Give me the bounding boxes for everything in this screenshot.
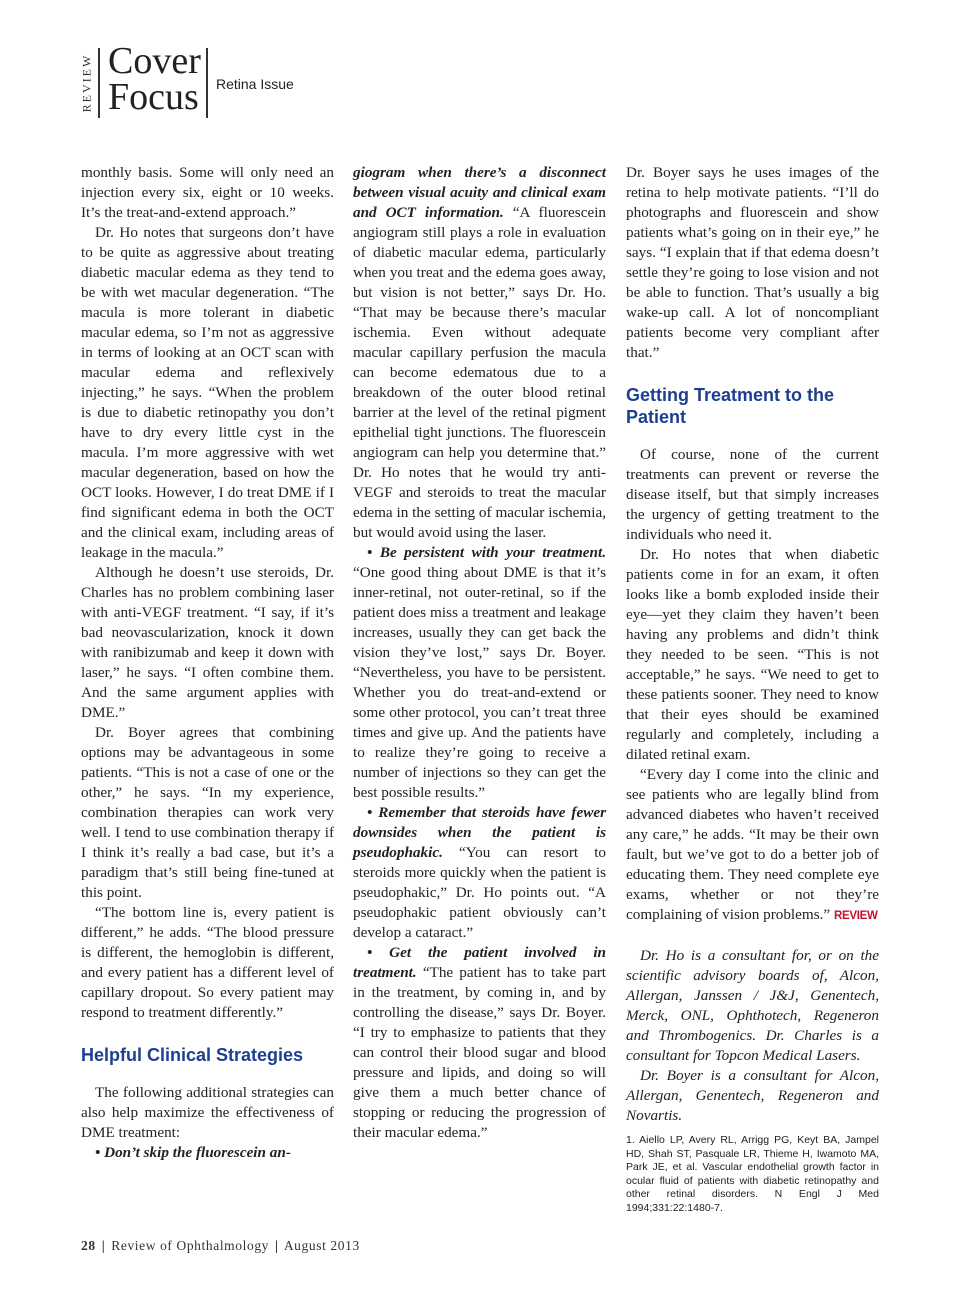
publication-name: Review of Ophthalmology — [111, 1238, 270, 1253]
bullet-lead: giogram when there’s a disconnect between visual acuity and clinical exam and OCT information. — [353, 164, 606, 221]
paragraph: The following additional strategies can also help maximize the effectiveness of DME treatment: — [81, 1084, 334, 1141]
bullet-lead: • Remember that steroids have fewer downsides when the patient is pseudophakic. — [353, 804, 606, 861]
section-title-line1: Cover — [108, 40, 201, 82]
author-disclosures — [626, 946, 879, 1126]
bullet-item — [353, 943, 606, 1143]
paragraph: Dr. Boyer says he uses images of the retina to help motivate patients. “I’ll do photographs and fluorescein and show patients what’s going on in their eye,” he says. “I explain that if that edema doesn’t settle they’re going to lose vision and not be able to function. That’s usually a big wake-up call. A lot of noncompliant patients become very compliant after that.” — [626, 164, 879, 361]
bullet-item — [353, 163, 606, 543]
disclosure-paragraph: Dr. Boyer is a consultant for Alcon, Allergan, Genentech, Regeneron and Novartis. — [626, 1067, 879, 1124]
end-mark: REVIEW — [833, 910, 878, 922]
bullet-body: “One good thing about DME is that it’s inner-retinal, not outer-retinal, so if the patient does miss a treatment and leakage increases, usually they can get back the vision they’ve lost,” says Dr. Boyer. “Nevertheless, you have to be persistent. Whether you do treat-and-extend or some other protocol, you can’t treat three times and give up. And the patients have to realize they’re going to receive a number of injections so they can get the best possible results.” — [353, 564, 606, 801]
bullet-lead: • Get the patient involved in treatment. — [353, 944, 606, 981]
paragraph: Of course, none of the current treatments can prevent or reverse the disease itself, but that simply increases the urgency of getting treatment to the individuals who need it. — [626, 446, 879, 543]
article-column-3 — [626, 163, 879, 1215]
paragraph: Dr. Ho notes that surgeons don’t have to be quite as aggressive about treating diabetic macular edema as they tend to be with wet macular degeneration. “The macula is more tolerant in diabetic macular edema, so I’m not as aggressive in terms of looking at an OCT scan with macular edema and reflexively injecting,” he says. “When the problem is due to diabetic retinopathy you don’t have to dry every little cyst in the macula. I’m more aggressive with wet macular degeneration, based on how the OCT looks. However, I do treat DME if I find significant edema in both the OCT and the clinical exam, including areas of leakage in the macula.” — [81, 224, 334, 561]
bullet-body: “You can resort to steroids more quickly when the patient is pseudophakic,” Dr. Ho points out. “A pseudophakic patient obviously can’t develop a cataract.” — [353, 844, 607, 941]
header-divider-right — [206, 48, 208, 118]
paragraph-text: “Every day I come into the clinic and see patients who are legally blind from advanced diabetes who haven’t received any care,” he adds. “It may be their own fault, but we’ve got to do a better job of educating them. They need complete eye exams, whether or not they’re complaining of vision problems.” — [626, 766, 879, 923]
reference-list: 1. Aiello LP, Avery RL, Arrigg PG, Keyt BA, Jampel HD, Shah ST, Pasquale LR, Thieme H, Iwamoto MA, Park JE, et al. Vascular endothelial growth factor in ocular fluid of patients with diabetic retinopathy and other retinal disorders. N Engl J Med 1994;331:22:1480-7. — [626, 1134, 879, 1214]
paragraph: monthly basis. Some will only need an injection every six, eight or 10 weeks. It’s the treat-and-extend approach.” — [81, 164, 334, 221]
paragraph: “The bottom line is, every patient is different,” he adds. “The blood pressure is different, the hemoglobin is different, and every patient has a different level of capillary dropout. So every patient may respond to treatment differently.” — [81, 904, 334, 1021]
paragraph: Dr. Boyer agrees that combining options may be advantageous in some patients. “This is not a case of one or the other,” he says. “In my experience, combination therapies can work very well. I tend to use combination therapy if I think it’s really a bad case, but it’s a paradigm that’s still being fine-tuned at this point. — [81, 724, 334, 901]
paragraph: Although he doesn’t use steroids, Dr. Charles has no problem combining laser with anti-VEGF treatment. “I say, if it’s bad neovascularization, knock it down with ranibizumab and keep it down with laser,” he says. “I often combine them. And the same argument applies with DME.” — [81, 564, 334, 721]
bullet-item — [81, 1143, 334, 1163]
page-footer — [81, 1238, 360, 1254]
page-number: 28 — [81, 1238, 96, 1253]
bullet-lead: • Be persistent with your treatment. — [367, 544, 606, 561]
review-vertical-label — [78, 50, 96, 116]
paragraph: Dr. Ho notes that when diabetic patients come in for an exam, it often looks like a bomb exploded inside their eye—yet they claim they haven’t been having any problems and didn’t think they needed to be seen. “This is not acceptable,” he says. “We need to get to these patients sooner. They need to know that their eyes should be examined regularly and completely, including a dilated retinal exam. — [626, 546, 879, 763]
subhead-getting-treatment: Getting Treatment to the Patient — [626, 385, 835, 427]
paragraph — [626, 765, 879, 926]
footer-separator: | — [101, 1238, 106, 1253]
bullet-body: “A fluorescein angiogram still plays a role in evaluation of diabetic macular edema, particularly when you treat and the edema goes away, but vision is not better,” says Dr. Ho. “That may be because there’s macular ischemia. Even without adequate macular capillary perfusion the macula can become edematous due to a breakdown of the outer blood retinal barrier at the level of the retinal pigment epithelial tight junctions. The fluorescein angiogram can help you determine that.” Dr. Ho notes that he would try anti-VEGF and steroids to treat the macular edema in the setting of macular ischemia, but would avoid using the laser. — [353, 204, 607, 541]
disclosure-paragraph: Dr. Ho is a consultant for, or on the scientific advisory boards of, Alcon, Allergan, Janssen / J&J, Genentech, Merck, ONL, Ophthotech, Regeneron and Thrombogenics. Dr. Charles is a consultant for Topcon Medical Lasers. — [626, 947, 879, 1064]
section-title-line2: Focus — [108, 76, 199, 118]
article-column-1 — [81, 163, 334, 1163]
issue-date: August 2013 — [283, 1238, 360, 1253]
subhead-clinical-strategies: Helpful Clinical Strategies — [81, 1045, 304, 1065]
review-vertical-text: REVIEW — [79, 53, 94, 113]
issue-label: Retina Issue — [216, 76, 294, 92]
bullet-item — [353, 543, 606, 803]
article-column-2 — [353, 163, 606, 1143]
bullet-lead: • Don’t skip the fluorescein an- — [95, 1144, 291, 1161]
footer-separator: | — [275, 1238, 279, 1253]
bullet-body: “The patient has to take part in the treatment, by coming in, and by controlling the disease,” says Dr. Boyer. “I try to emphasize to patients that they can control their blood sugar and blood pressure and lipids, and doing so will give them a much better chance of stopping or reducing the progression of their macular edema.” — [353, 964, 606, 1141]
bullet-item — [353, 803, 606, 943]
header-divider-left — [98, 48, 100, 118]
section-title — [108, 40, 201, 118]
